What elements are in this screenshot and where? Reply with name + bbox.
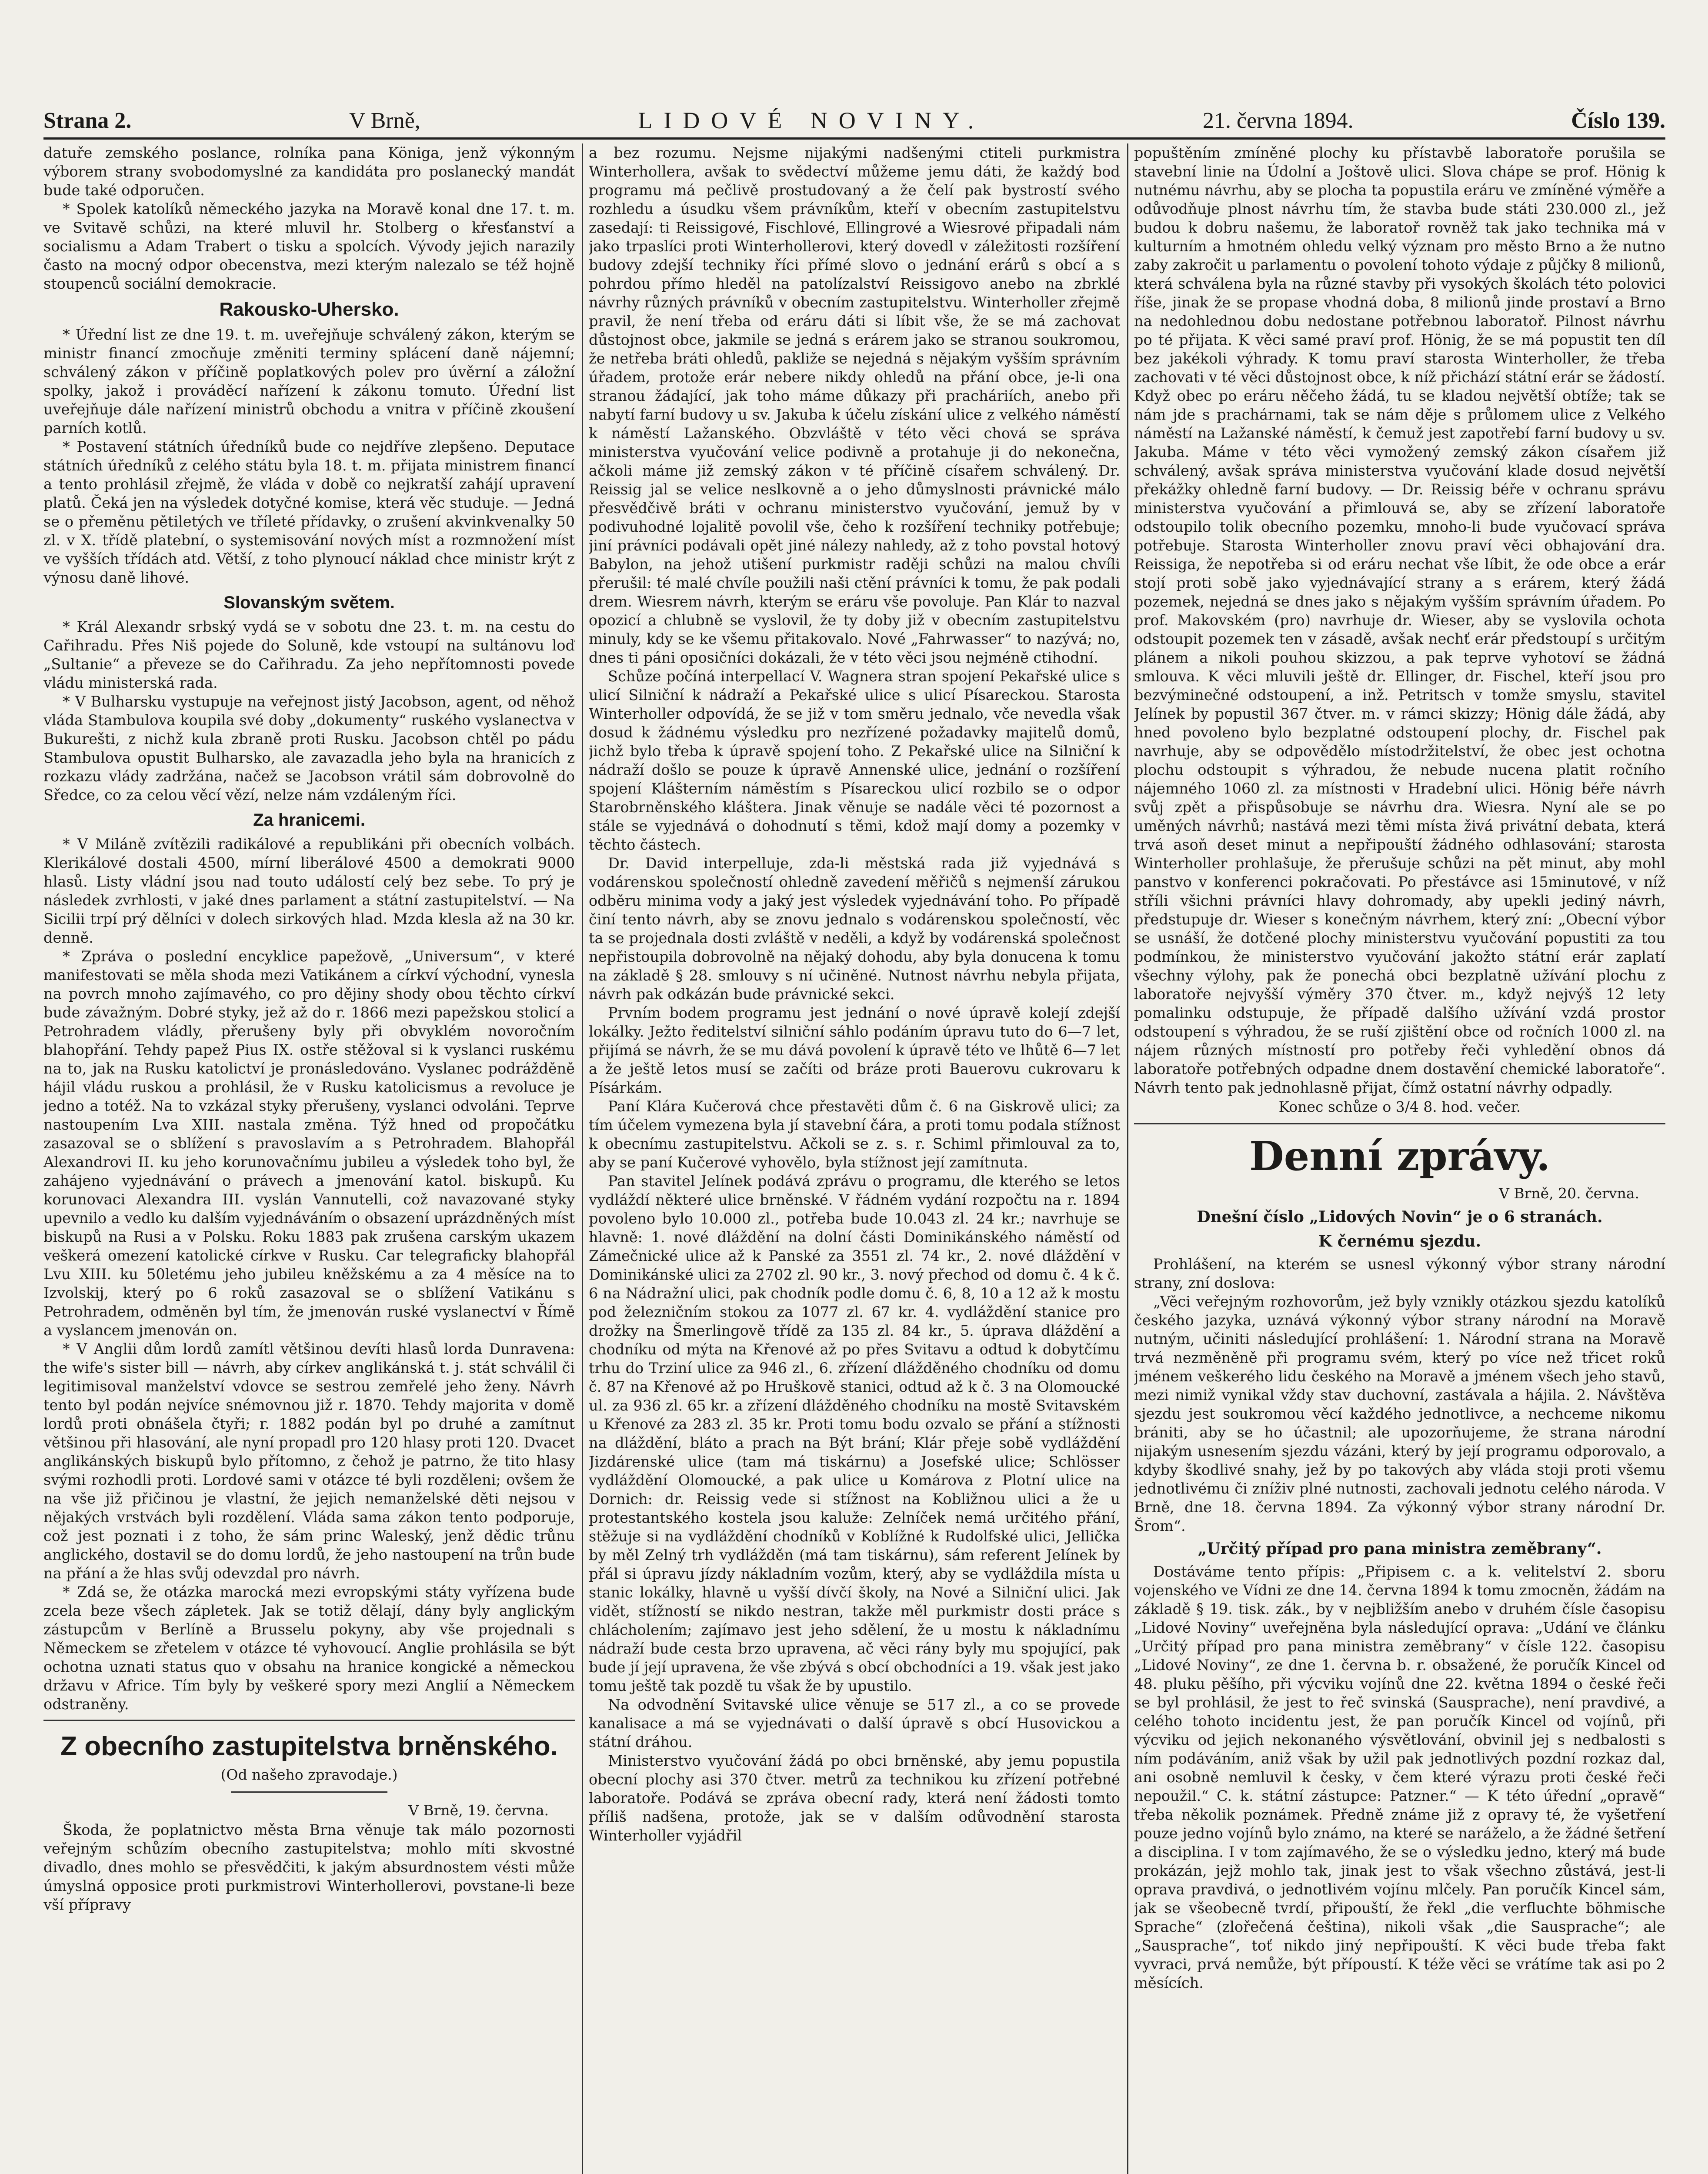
article-paragraph: Dostáváme tento přípis: „Připisem c. a k. velitelství 2. sboru vojenského ve Vídni ze dne 14. června 1894 k tomu zmocněn, žádám na základě § 19. tisk. zák., by v nejbližším anebo v druhém čísle časopisu „Lidové Noviny“ uveřejněna byla následující oprava: „Udání ve článku „Určitý případ pro pana ministra zeměbrany“ v čísle 122. časopisu „Lidové Noviny“, ze dne 1. června b. r. obsažené, že poručík Kincel od 48. pluku pěšího, při výcviku vojínů dne 22. května 1894 o české řeči se byl prohlásil, že jest to řeč svinská (Sausprache), není pravdivé, a celého tohoto incidentu jest, že pan poručík Kincel od vojínů, při výcviku od jejich nekonaného výsvětlování, obvinil jej s nedbalosti s ním podáváním, aniž však by užil pak jednotlivých pozdní rozkaz dal, ani osobně nemluvil k česky, v čem které výrazu proti české řeči nepoužil.“ C. k. státní zástupce: Patzner.“ — K této úřední „opravě“ třeba několik poznámek. Předně známe již z opravy té, že vyšetření pouze jedno vojínů bylo známo, na které se naráželo, a že žádné šetření a disciplina. I v tom zajímavého, že se o výsledku jedno, který má bude prokázán, jejž mohlo tak, jinak jest to však všechno zůstává, jest-li oprava pravdivá, o jednotlivém vojínu mlčely. Pan poručík Kincel sám, jak se všeobecně tvrdí, připouští, že řekl „die verfluchte böhmische Sprache“ (zlořečená čeština), nikoli však „die Sausprache“; ale „Sausprache“, toť nikdo jiný nepřipouští. K věci bude třeba fakt vyvraci, prvá nemůže, být přípoustí. K téže věci se vrátíme tak asi po 2 měsících. [1134, 1563, 1665, 1991]
article-paragraph: * V Miláně zvítězili radikálové a republikáni při obecních volbách. Klerikálové dostali 4500, mírní liberálové 4500 a demokrati 9000 hlasů. Listy vládní jsou nad touto událostí celý bez sebe. To prý je následek zvrhlosti, v jaké dnes parlament a státní zastupitelství. — Na Sicilii trpí prý dělníci v dolech sirkových hlad. Mzda klesla až na 30 kr. denně. [43, 836, 575, 946]
article-paragraph: „Věci veřejným rozhovorům, jež byly vznikly otázkou sjezdu katolíků českého jazyka, uznává výkonný výbor strany národní na Moravě nutným, učiniti následující prohlášení: 1. Národní strana na Moravě trvá nezměněně při programu svém, který po více než třicet roků jménem veškerého lidu českého na Moravě a jménem všech jeho stavů, mezi nimiž vynikal vždy stav duchovní, zastávala a hájila. 2. Návštěva sjezdu jest soukromou věcí každého jednotlivce, a nechceme nikomu brániti, aby se ho účastnil; ale upozorňujeme, že strana národní nijakým usnesením sjezdu vázáni, který by její programu odporovalo, a kdyby škodlivé snahy, jež by po takových aby vláda stoji proti všemu jednotlivému či zníživ plné nutnosti, zachovali jednotu celého národa. V Brně, dne 18. června 1894. Za výkonný výbor strany národní Dr. Šrom“. [1134, 1293, 1665, 1534]
article-paragraph: * Zdá se, že otázka marocká mezi evropskými státy vyřízena bude zcela beze všech zápletek. Jak se totiž dělají, dány byly anglickým zástupcům v Berlíně a Brusselu pokyny, aby vše projednali s Německem se zřetelem v otázce té vyhovoucí. Anglie prohlásila se být ochotna uznati status quo v obsahu na hranice kongické a německou državu v Africe. Tím byly by veškeré spory mezi Anglií a Německem odstraněny. [43, 1584, 575, 1713]
article-paragraph: * V Bulharsku vystupuje na veřejnost jistý Jacobson, agent, od něhož vláda Stambulova koupila své doby „dokumenty“ ruského vyslanectva v Bukurešti, z nichž kula zbraně proti Rusku. Jacobson chtěl po pádu Stambulova opustit Bulharsko, ale zavazadla jeho byla na hranicích z rozkazu vlády zadržána, načež se Jacobson vrátil sám dobrovolně do Sředce, co za celou věcí vězí, nelze nám vzdáleným říci. [43, 693, 575, 804]
article-paragraph: Škoda, že poplatnictvo města Brna věnuje tak málo pozornosti veřejným schůzím obecního zastupitelstva; mohlo míti skvostné divadlo, dnes mohlo se přesvědčiti, k jakým absurdnostem vésti může úmyslná opposice proti purkmistrovi Winterhollerovi, povstane-li beze vší přípravy [43, 1821, 575, 1913]
page-number: Strana 2. [43, 108, 132, 133]
issue-number: Číslo 139. [1571, 108, 1665, 133]
column-1 [43, 143, 575, 2174]
article-paragraph: * Úřední list ze dne 19. t. m. uveřejňuje schválený zákon, kterým se ministr financí zmocňuje změniti terminy splácení daně nájemní; schválený zákon v příčině poplatkových polev pro úvěrní a záložní spolky, jakož i prováděcí nařízení k zákonu tomuto. Úřední list uveřejňuje dále nařízení ministrů obchodu a vnitra v příčině zkoušení parních kotlů. [43, 326, 575, 437]
article-paragraph: Schůze počíná interpellací V. Wagnera stran spojení Pekařské ulice s ulicí Silniční k nádraží a Pekařské ulice s ulicí Písareckou. Starosta Winterholler odpovídá, že se již v tom směru jednalo, vče nevedla však dosud k žádnému výsledku pro nezřízené požadavky majitelů domů, jichž bylo třeba k úpravě spojení toho. Z Pekařské ulice na Silniční k nádraží došlo se pouze k úpravě Annenské ulice, jednání o rozšíření spojení Klášterním náměstím s Písareckou ulicí rozbilo se o odpor Starobrněnského kláštera. Jinak věnuje se nadále věci té pozornost a stále se vyjednává o dohodnutí s těmi, kdož mají domy a pozemky v těchto částech. [589, 668, 1120, 853]
section-heading-hranicemi: Za hranicemi. [253, 810, 365, 830]
section-heading-slovanskym: Slovanským světem. [224, 593, 395, 612]
article-heading-obecni: Z obecního zastupitelstva brněnského. [60, 1731, 558, 1761]
column-2 [589, 143, 1120, 2174]
column-3 [1134, 143, 1665, 2174]
article-paragraph: Dr. David interpelluje, zda-li městská rada již vyjednává s vodárenskou společností ohledně zavedení měřičů s nejmenší zárukou odběru minima vody a jaký jest výsledek vyjednávání toho. Po případě činí tento návrh, aby se znovu jednalo s vodárenskou společností, věc ta se projednala dosti zvláště v neděli, a když by vodárenská společnost nepřistoupila dobrovolně na nějaký dohodu, aby byla donucena k tomu na základě § 28. smlouvy s ní učiněné. Nutnost návrhu nebyla přijata, návrh pak odkázán bude právnické sekci. [589, 855, 1120, 1003]
masthead-place: V Brně, [349, 108, 420, 133]
session-end-note: Konec schůze o 3/4 8. hod. večer. [1278, 1098, 1521, 1115]
article-paragraph: * Postavení státních úředníků bude co nejdříve zlepšeno. Deputace státních úředníků z celého státu byla 18. t. m. přijata ministrem financí a tento prohlásil zřejmě, že vláda v době co nejkratší zahájí upravení platů. Čeká jen na výsledek dotyčné komise, která věc studuje. — Jedná se o přeměnu pětiletých ve tříleté přídavky, o zrušení akvinkvenalky 50 zl. v X. třídě platební, o systemisování nových míst a rozmnožení míst ve vyšších třídách atd. Větší, z toho plynoucí náklad chce ministr krýt z výnosu daně lihové. [43, 438, 575, 586]
column-divider [1127, 143, 1128, 2174]
section-heading-rakousko: Rakousko-Uhersko. [219, 299, 399, 320]
article-paragraph: Paní Klára Kučerová chce přestavěti dům č. 6 na Giskrově ulici; za tím účelem vymezena byla jí stavební čára, a proti tomu podala stížnost k obecnímu zastupitelstvu. Ačkoli se z. s. r. Schiml přimlouval za to, aby se paní Kučerové vyhovělo, byla stížnost její zamítnuta. [589, 1098, 1120, 1171]
dateline: V Brně, 19. června. [408, 1802, 549, 1819]
article-paragraph: * Spolek katolíků německého jazyka na Moravě konal dne 17. t. m. ve Svitavě schůzi, na které mluvil hr. Stolberg o křesťanství a socialismu a Adam Trabert o tisku a spolcích. Vývody jejich narazily často na mocný odpor obecenstva, mezi kterým nalezalo se též hojně stoupenců sociální demokracie. [43, 200, 575, 292]
article-paragraph: a bez rozumu. Nejsme nijakými nadšenými ctiteli purkmistra Winterhollera, avšak to svědectví můžeme jemu dáti, že každý bod programu má pečlivě prostudovaný a že čelí pak bystrostí svého rozhledu a úsudku všem právníkům, kteří v obecním zastupitelstvu zasedají: ti Reissigové, Fischlové, Ellingrové a Wiesrové připadali nám jako trpaslíci proti Winterhollerovi, který dovedl v záležitosti rozšíření budovy zdejší techniky říci přímé slovo o jednání erárů s obcí a s pohrdou přímo hleděl na patolízalství Reissigovo anebo na zbrklé návrhy různých právníků v obecním zastupitelstvu. Winterholler zřejmě pravil, že není třeba od eráru dáti si líbit vše, že se má zachovat důstojnost obce, jakmile se jedná s erárem jako se stranou soukromou, že netřeba bráti ohledů, pakliže se nejedná s nějakým vyšším správním úřadem, protože erár nebere nikdy ohledů na přání obce, je-li ona stranou žádající, jak toho máme důkazy při pracháriích, anebo při nabytí farní budovy u sv. Jakuba k účelu získání ulice z velkého náměstí k náměstí Lažanského. Obzvláště v této věci chová se správa ministerstva vyučování velice podivně a protahuje ji do nekonečna, ačkoli máme již zemský zákon v té příčině císařem schválený. Dr. Reissig jal se velice neslkovně a o jeho důmyslnosti právnické málo přesvědčivě bráti v ochranu ministerstvo vyučování, jemuž by v podivuhodné lojalitě povolil vše, čeho k rozšíření techniky potřebuje; jiní právníci podávali opět jiné nálezy nahledy, až z toho povstal hotový Babylon, na jehož utišení purkmistr raději schůzi na malou chvíli přerušil: té malé chvíle použili naši ctění právníci k tomu, že pak podali drem. Wiesrem návrh, kterým se eráru vše povoluje. Pan Klár to nazval opozicí a chlubně se vyslovil, že ty doby již v obecním zastupitelstvu minuly, kdy se ke všemu přitakovalo. Nové „Fahrwasser“ to nazývá; no, dnes ti páni oposičníci dokázali, že v této věci jsou nejméně ctihodní. [589, 144, 1120, 666]
article-paragraph: Prohlášení, na kterém se usnesl výkonný výbor strany národní strany, zní doslova: [1134, 1256, 1665, 1291]
article-paragraph: Ministerstvo vyučování žádá po obci brněnské, aby jemu popustila obecní plochy asi 370 čtver. metrů za technikou ku zřízení potřebné laboratoře. Podává se zpráva obecní rady, která není žádosti tomto příliš nadšena, protože, jak se v dalším odůvodnění starosta Winterholler vyjádřil [589, 1752, 1120, 1844]
section-heading-denni-zpravy: Denní zprávy. [1249, 1133, 1551, 1180]
article-subheading: (Od našeho zpravodaje.) [220, 1766, 398, 1783]
paper-title: LIDOVÉ NOVINY. [638, 107, 985, 133]
article-paragraph: Prvním bodem programu jest jednání o nové úpravě kolejí zdejší lokálky. Ježto ředitelství silniční sáhlo podáním úpravu tuto do 6—7 let, přijímá se návrh, že se mu dává povolení k úpravě této ve lhůtě 6—7 let a že ještě letos musí se začíti od bráze proti Bauerovu cukrovaru k Písárkám. [589, 1004, 1120, 1096]
issue-date: 21. června 1894. [1203, 108, 1354, 133]
column-divider [582, 143, 583, 2174]
section-rule [1134, 1123, 1665, 1124]
article-paragraph: * Zpráva o poslední encyklice papežově, „Universum“, v které manifestovati se měla shoda mezi Vatikánem a církví východní, vynesla na povrch mnoho zajímavého, co pro dějiny shody obou těchto církví bude závažným. Dobré styky, jež až do r. 1866 mezi papežskou stolicí a Petrohradem vládly, přerušeny byly při obvyklém novoročním blahopřání. Tehdy papež Pius IX. ostře stěžoval si k vyslanci ruskému na to, jak na Rusku katolictví je pronásledováno. Vyslanec podrážděně hájil vládu ruskou a prohlásil, že v Rusku katolicismus a revoluce je jedno a totéž. Na to vzkázal styky přerušeny, vyslanci odvoláni. Teprve nastoupením Lva XIII. nastala změna. Týž hned od propočátku zasazoval se o sblížení s pravoslavím a s Petrohradem. Blahopřál Alexandrovi II. ku jeho korunovačnímu jubileu a výsledek toho byl, že zahájeno vyjednávání o právech a jmenování katol. biskupů. Ku korunovaci Alexandra III. vyslán Vannutelli, což navazované styky upevnilo a vedlo ku dalším vyjednáváním o obsazení uprázdněných míst biskupů na Rusi a v Polsku. Roku 1883 pak zrušena carským ukazem veškerá omezení katolické církve v Rusku. Car telegraficky blahopřál Lvu XIII. ku 50letému jeho jubileu kněžskému a za 4 měsíce na to Izvolskij, který po 6 roků zasazoval se o sblížení Vatikánu s Petrohradem, odměněn byl tím, že jmenován ruské vyslanectví v Římě a vyslancem jmenován on. [43, 948, 575, 1339]
article-paragraph: datuře zemského poslance, rolníka pana Königa, jenž výkonným výborem strany svobodomyslné za kandidáta pro poslanecký mandát bude také odporučen. [43, 144, 575, 199]
article-heading-pripad: „Určitý případ pro pana ministra zeměbrany“. [1198, 1540, 1602, 1558]
short-rule [231, 1791, 387, 1793]
masthead [43, 107, 1665, 134]
issue-pages-notice: Dnešní číslo „Lidových Novin“ je o 6 stranách. [1197, 1208, 1603, 1226]
masthead-rule [43, 137, 1665, 140]
article-paragraph: * V Anglii dům lordů zamítl většinou devíti hlasů lorda Dunravena: the wife's sister bill — návrh, aby církev anglikánská t. j. stát schválil či legitimisoval manželství vdovce se sestrou zemřelé jeho ženy. Návrh tento byl podán nejvíce snémovnou již r. 1870. Tehdy majorita v domě lordů proti obnášela čtyři; r. 1882 podán byl po druhé a zamítnut většinou při hlasování, ale nyní propadl pro 120 hlasy proti 120. Dvacet anglikánských biskupů bylo přítomno, z čehož je patrno, že tito hlasy svými rozhodli proti. Lordové sami v otázce té byli rozděleni; ovšem že na vše již přičinou je vlastní, že jejich nemanželské děti nejsou v nějakých vrstvách byli rozdělení. Vláda sama zákon tento podporuje, což jest poznati i z toho, že sám princ Waleský, jenž dědic trůnu anglického, dostavil se do domu lordů, že jeho nastoupení na trůn bude na přání a že hlas svůj odevzdal pro návrh. [43, 1340, 575, 1582]
section-rule [43, 1720, 575, 1721]
dateline: V Brně, 20. června. [1499, 1185, 1639, 1202]
article-paragraph: Pan stavitel Jelínek podává zprávu o programu, dle kterého se letos vydláždí některé ulice brněnské. V řádném vydání rozpočtu na r. 1894 povoleno bylo 10.000 zl., potřeba bude 10.043 zl. 24 kr.; navrhuje se hlavně: 1. nové dláždění na dolní části Dominikánského náměstí od Zámečnické ulice až k Panské za 3551 zl. 74 kr., 2. nové dláždění v Dominikánské ulici za 2702 zl. 90 kr., 3. nový přechod od domu č. 4 k č. 6 na Nádražní ulici, pak chodník podle domu č. 6, 8, 10 a 12 až k mostu pod železničním stokou za 1077 zl. 67 kr. 4. vydláždění stanice pro drožky na Šmerlingově třídě za 135 zl. 84 kr., 5. úprava dláždění a chodníku od mýta na Křenové až po přes Svitavu a odtud k dobytčímu trhu do Trziní ulice za 946 zl., 6. zřízení dlážděného chodníku od domu č. 87 na Křenové až po Hruškově stanici, odtud až k č. 3 na Olomoucké ul. za 936 zl. 65 kr. a zřízení dlážděného chodníku na mostě Svitavském u Křenové za 283 zl. 35 kr. Proti tomu bodu ozvalo se přání a stížnosti na dláždění, bláto a prach na Být brání; Klár přeje sobě vydláždění Jizdárenské ulice (tam má tiskárnu) a Josefské ulice; Schlösser vydláždění Olomoucké, a pak ulice u Komárova z Plotní ulice na Dornich: dr. Reissig vede si stížnost na Kobližnou ulici a že u protestantského kostela jsou kaluže: Zelníček nemá určitého přání, stěžuje si na vydláždění chodníků v Koblížné k Rudolfské ulici, Jellička by měl Zelný trh vydlážděn (má tam tiskárnu), sám referent Jelínek by přál si úpravu jízdy nákladním vozům, který, aby se vydláždila místa u stanic lokálky, hlavně u vyšší dívčí školy, na Nové a Silniční ulici. Jak vidět, stížností se nikdo nestran, takže měl purkmistr dosti práce s chlácholením; zajímavo jest jeho sdělení, že u mostu k nákladnímu nádraží bude cesta brzo upravena, ač věci rány byly mu spojující, pak bude jí její upravena, že vše zbývá s obcí obchodníci a 19. však jest jako tomu ještě tak pozdě tu však že by upustilo. [589, 1173, 1120, 1694]
article-paragraph: Na odvodnění Svitavské ulice věnuje se 517 zl., a co se provede kanalisace a má se vyjednávati o další úpravě s obcí Husovickou a státní dráhou. [589, 1696, 1120, 1751]
article-paragraph: popuštěním zmíněné plochy ku přístavbě laboratoře porušila se stavební linie na Údolní a Joštově ulici. Slova chápe se prof. Hönig k nutnému návrhu, aby se plocha ta popustila eráru ve zmíněné výměře a odůvodňuje plnost návrhu tím, že stavba bude státi 230.000 zl., jež budou k dobru našemu, že laboratoř rovněž tak jako technika má v kulturním a hmotném ohledu velký význam pro město Brno a že nutno zaby zakročit u parlamentu o povolení tohoto výdaje z půjčky 8 milionů, která schválena byla na různé stavby při vysokých školách této polovici říše, jinak že se propase vhodná doba, 8 milionů jinde prostaví a Brno na nedohlednou dobu nedostane potřebnou laboratoř. Pilnost návrhu po té přijata. K věci samé praví prof. Hönig, že se má popustit ten díl bez jakékoli výhrady. K tomu praví starosta Winterholler, že třeba zachovati v té věci důstojnost obce, k níž přichází státní erár se žádostí. Když obec po eráru něčeho žádá, tu se kladou největší obtíže; tak se nám jde s prachárnami, tak se nám děje s průlomem ulice z Velkého náměstí na Lažanské náměstí, k čemuž jest zapotřebí farní budovy u sv. Jakuba. Máme v této věci vymožený zemský zákon císařem již schválený, avšak správa ministerstva vyučování klade dosud největší překážky ohledně farní budovy. — Dr. Reissig béře v ochranu správu ministerstva vyučování a přimlouvá se, aby se zřízení laboratoře odstoupilo tolik obecního pozemku, mnoho-li bude vyučovací správa potřebuje. Starosta Winterholler znovu praví věci obhajování dra. Reissiga, že nepotřeba si od eráru nechat vše líbit, že ode obce a erár stojí proti sobě jako vyjednávající strany a s erárem, který žádá pozemek, nejedná se dnes jako s nějakým vyšším správním úřadem. Po prof. Makovském (pro) navrhuje dr. Wieser, aby se vyslovila ochota odstoupit pozemek ten v zásadě, avšak nechť erár předstoupí s určitým plánem a nikoli pouhou skizzou, a pak teprve vyhotoví se žádná smlouva. K věci mluvili ještě dr. Ellinger, dr. Fischel, kteří jsou pro bezvýminečné odstoupení, a inž. Petritsch v tomže smyslu, stavitel Jelínek by popustil 367 čtver. m. v rámci skizzy; Hönig dále žádá, aby hned povoleno bylo bezplatné odstoupení plochy, dr. Fischel pak navrhuje, aby se odpovědělo místodržitelství, že obec jest ochotna plochu odstoupit s výhradou, že nebude nucena platit ročního nájemného 1060 zl. za místnosti v Hradební ulici. Hönig béře návrh svůj zpět a přispůsobuje se návrhu dra. Wiesra. Nyní ale se po uměných návrhů; nastává mezi těmi místa živá privátní debata, která trvá asoň deset minut a nepřipouští žádného odhlasování; starosta Winterholler prohlašuje, že přerušuje schůzi na pět minut, aby mohl panstvo v konferenci pokračovati. Po přestávce asi 15minutové, v níž stříli všichni právníci hlavy dohromady, aby upekli jediný návrh, předstupuje dr. Wieser s konečným návrhem, který zní: „Obecní výbor se usnáší, že dotčené plochy ministerstvu vyučování popustiti za tou podmínkou, že ministerstvo vyučování jakožto státní erár zaplatí všechny výlohy, pak že ponechá obci bezplatně užívání plochu z laboratoře nejvyšší výměry 370 čtver. m., když nejvýš 12 lety pomalinku odstupuje, že případě dalšího užívání vzdá prostor odstoupení s výhradou, že se ruší zjištění obce od ročních 1000 zl. na nájem různých místností pro potřeby řeči vyhledění obnos dá laboratoře potřebných odpadne dnem dostavění chemické laboratoře“. Návrh tento pak jednohlasně přijat, čímž ostatní návrhy odpadly. [1134, 144, 1665, 1096]
article-heading-sjezd: K černému sjezdu. [1318, 1232, 1481, 1250]
article-paragraph: * Král Alexandr srbský vydá se v sobotu dne 23. t. m. na cestu do Cařihradu. Přes Niš pojede do Soluně, kde vstoupí na sultánovu loď „Sultanie“ a převeze se do Cařihradu. Za jeho nepřítomnosti povede vládu ministerská rada. [43, 618, 575, 691]
